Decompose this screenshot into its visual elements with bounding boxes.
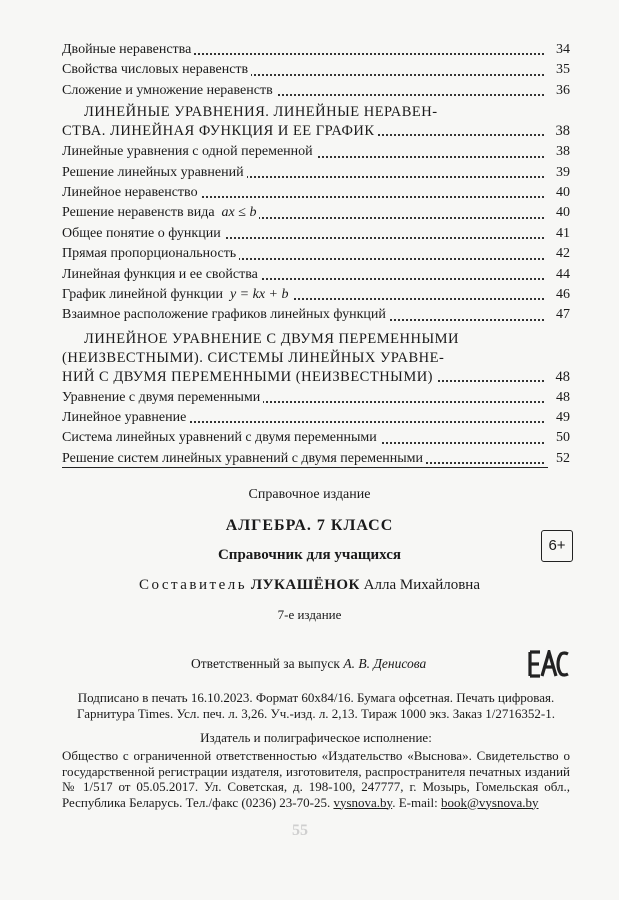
page-number: 55	[292, 822, 308, 839]
responsible-editor: Ответственный за выпуск А. В. Денисова	[191, 656, 427, 671]
toc-entry: График линейной функции y = kx + b 46	[62, 285, 570, 305]
publisher-info: Общество с ограниченной ответственностью «Издательство «Выснова». Свидетельство о государственной регистрации издателя, изготовителя, распространителя печатных изданий № 1/517 от 05.05.2017. Ул. Советская, д. 198-100, 247777, г. Мозырь, Гомельская обл., Республика Беларусь. Тел./факс (0236) 23-70-25. vysnova.by. E-mail: book@vysnova.by	[62, 748, 570, 810]
toc-entry: Линейная функция и ее свойства 44	[62, 265, 570, 285]
toc-entry: Линейные уравнения с одной переменной 38	[62, 142, 570, 162]
print-details: Подписано в печать 16.10.2023. Формат 60х84/16. Бумага офсетная. Печать цифровая. Гарнитура Times. Усл. печ. л. 3,26. Уч.-изд. л. 2,13. Тираж 1000 экз. Заказ 1/2716352-1.	[77, 690, 555, 721]
email-link[interactable]: book@vysnova.by	[440, 794, 539, 810]
toc-entry: Двойные неравенства 34	[62, 40, 570, 60]
edition-type: Справочное издание	[248, 487, 371, 502]
book-subtitle: Справочник для учащихся	[217, 547, 402, 563]
toc-entry: Взаимное расположение графиков линейных функций 47	[62, 305, 570, 325]
toc-entry: Решение систем линейных уравнений с двумя переменными 52	[62, 449, 570, 469]
toc-entry: Сложение и умножение неравенств 36	[62, 81, 570, 101]
toc-entry: Линейное неравенство 40	[62, 183, 570, 203]
toc-section-heading: ЛИНЕЙНЫЕ УРАВНЕНИЯ. ЛИНЕЙНЫЕ НЕРАВЕН- СТВА. ЛИНЕЙНАЯ ФУНКЦИЯ И ЕЕ ГРАФИК 38	[62, 104, 570, 140]
edition-number: 7-е издание	[277, 607, 342, 622]
toc-entry: Система линейных уравнений с двумя переменными 50	[62, 428, 570, 448]
publisher-heading: Издатель и полиграфическое исполнение:	[200, 730, 432, 745]
compiler: Составитель ЛУКАШЁНОК Алла Михайловна	[138, 577, 480, 593]
divider	[62, 467, 570, 468]
table-of-contents	[62, 40, 570, 469]
book-title: АЛГЕБРА. 7 КЛАСС	[225, 517, 394, 534]
formula: y = kx + b	[229, 286, 289, 302]
eac-certification-icon	[528, 650, 570, 678]
formula: ax ≤ b	[221, 205, 257, 221]
toc-entry: Свойства числовых неравенств 35	[62, 60, 570, 80]
toc-entry: Линейное уравнение 49	[62, 408, 570, 428]
toc-entry: Уравнение с двумя переменными 48	[62, 388, 570, 408]
toc-entry: Общее понятие о функции 41	[62, 224, 570, 244]
toc-section-heading: ЛИНЕЙНОЕ УРАВНЕНИЕ С ДВУМЯ ПЕРЕМЕННЫМИ (НЕИЗВЕСТНЫМИ). СИСТЕМЫ ЛИНЕЙНЫХ УРАВНЕ- НИЙ С ДВУМЯ ПЕРЕМЕННЫМИ (НЕИЗВЕСТНЫМИ) 48	[62, 330, 570, 385]
website-link[interactable]: vysnova.by	[333, 794, 393, 810]
toc-entry: Прямая пропорциональность 42	[62, 244, 570, 264]
age-rating-badge: 6+	[541, 530, 573, 562]
toc-entry: Решение неравенств вида ax ≤ b 40	[62, 203, 570, 223]
toc-entry: Решение линейных уравнений 39	[62, 163, 570, 183]
